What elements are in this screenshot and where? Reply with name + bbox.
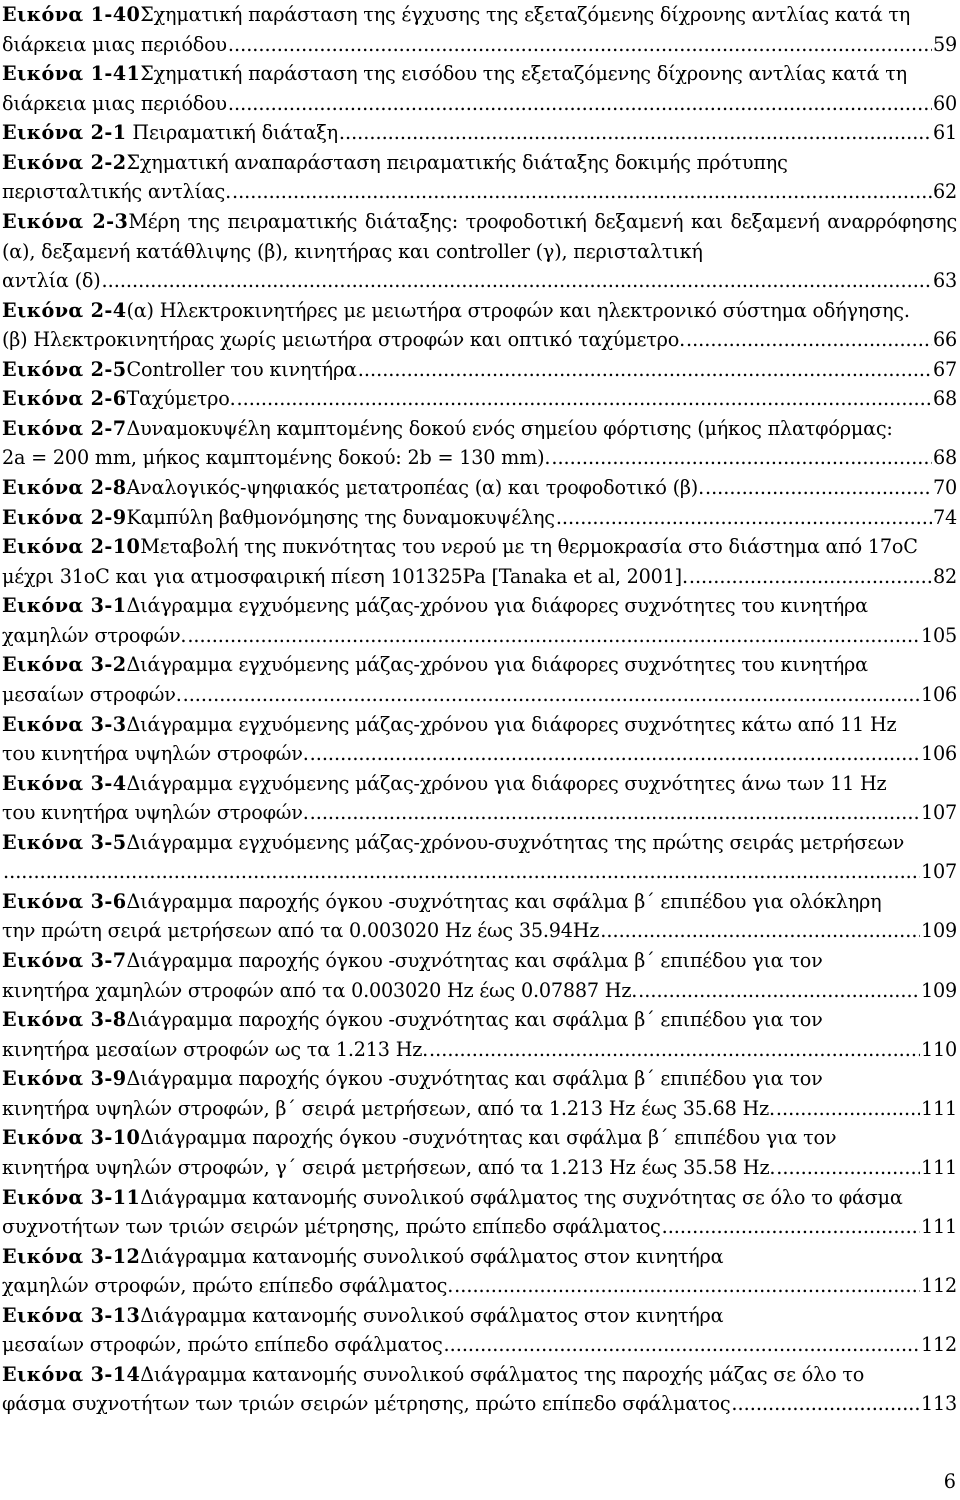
figure-page-number: 82 (932, 564, 957, 588)
figure-caption: Διάγραμμα κατανομής συνολικού σφάλματος στον κινητήρα (140, 1244, 724, 1268)
figure-label: Εικόνα 3-1 (2, 594, 127, 618)
figure-label: Εικόνα 1-41 (2, 62, 141, 86)
figure-caption-end: Καμπύλη βαθμονόμησης της δυναμοκυψέλης (126, 505, 555, 529)
figure-label: Εικόνα 2-4 (2, 298, 127, 322)
toc-entry[interactable] (2, 503, 957, 533)
figure-page-number: 105 (920, 623, 957, 647)
figure-label: Εικόνα 2-5 (2, 357, 127, 381)
dot-leader (600, 916, 920, 946)
toc-entry-text (2, 650, 957, 680)
figure-caption-end: μεσαίων στροφών. (2, 682, 182, 706)
toc-entry-lastline (2, 976, 957, 1006)
figure-page-number: 66 (932, 328, 957, 352)
figure-page-number: 67 (932, 357, 957, 381)
list-of-figures (2, 0, 957, 1419)
dot-leader (358, 355, 932, 385)
figure-caption: (α) Ηλεκτροκινητήρες με μειωτήρα στροφών και ηλεκτρονικό σύστημα οδήγησης. (126, 298, 910, 322)
toc-entry-text (2, 1301, 957, 1331)
figure-page-number: 106 (920, 742, 957, 766)
figure-page-number: 68 (932, 446, 957, 470)
toc-entry-lastline (2, 266, 957, 296)
toc-entry-lastline (2, 30, 957, 60)
toc-entry[interactable] (2, 296, 957, 355)
toc-entry[interactable] (2, 384, 957, 414)
figure-label: Εικόνα 3-8 (2, 1008, 127, 1032)
toc-entry[interactable] (2, 532, 957, 591)
figure-page-number: 62 (932, 180, 957, 204)
figure-caption: Διάγραμμα κατανομής συνολικού σφάλματος στον κινητήρα (140, 1303, 724, 1327)
figure-caption: Διάγραμμα εγχυόμενης μάζας-χρόνου για διάφορες συχνότητες του κινητήρα (126, 653, 868, 677)
toc-entry-lastline (2, 798, 957, 828)
figure-caption: Σχηματική αναπαράσταση πειραματικής διάταξης δοκιμής πρότυπης (126, 150, 788, 174)
dot-leader (705, 473, 932, 503)
figure-label: Εικόνα 2-3 (2, 209, 129, 233)
toc-entry-lastline (2, 1389, 957, 1419)
toc-entry-lastline (2, 621, 957, 651)
toc-entry-lastline (2, 473, 957, 503)
figure-caption: Μέρη της πειραματικής διάταξης: τροφοδοτική δεξαμενή και δεξαμενή αναρρόφησης (α), δεξαμενή κατάθλιψης (β), κινητήρας και controller (γ), περισταλτική (2, 209, 957, 263)
figure-caption-end: χαμηλών στροφών, πρώτο επίπεδο σφάλματος. (2, 1274, 454, 1298)
figure-label: Εικόνα 2-10 (2, 535, 141, 559)
toc-entry[interactable] (2, 769, 957, 828)
toc-entry[interactable] (2, 1064, 957, 1123)
figure-page-number: 106 (920, 682, 957, 706)
figure-caption-end: χαμηλών στροφών. (2, 623, 187, 647)
dot-leader (551, 443, 932, 473)
dot-leader (731, 1389, 920, 1419)
figure-page-number: 113 (920, 1392, 957, 1416)
figure-caption: Διάγραμμα παροχής όγκου -συχνότητας και σφάλμα β΄ επιπέδου για τον (140, 1126, 837, 1150)
toc-entry-lastline (2, 177, 957, 207)
toc-entry[interactable] (2, 414, 957, 473)
toc-entry[interactable] (2, 1360, 957, 1419)
toc-entry-lastline (2, 1153, 957, 1183)
figure-label: Εικόνα 2-9 (2, 505, 127, 529)
figure-page-number: 107 (920, 860, 957, 884)
toc-entry-text (2, 591, 957, 621)
toc-entry-lastline (2, 443, 957, 473)
figure-page-number: 112 (920, 1333, 957, 1357)
toc-entry[interactable] (2, 1183, 957, 1242)
toc-entry-lastline (2, 1212, 957, 1242)
toc-entry[interactable] (2, 1123, 957, 1182)
toc-entry-lastline (2, 680, 957, 710)
dot-leader (339, 118, 932, 148)
toc-entry[interactable] (2, 1301, 957, 1360)
figure-caption: Διάγραμμα παροχής όγκου -συχνότητας και σφάλμα β΄ επιπέδου για τον (126, 1008, 823, 1032)
toc-entry-text (2, 0, 957, 30)
toc-entry[interactable] (2, 473, 957, 503)
figure-page-number: 68 (932, 387, 957, 411)
dot-leader (310, 739, 920, 769)
toc-entry-lastline (2, 325, 957, 355)
figure-caption-end: κινητήρα υψηλών στροφών, β΄ σειρά μετρήσεων, από τα 1.213 Hz έως 35.68 Hz. (2, 1096, 775, 1120)
dot-leader (454, 1271, 920, 1301)
toc-entry-text (2, 710, 957, 740)
dot-leader (638, 976, 920, 1006)
dot-leader (310, 798, 920, 828)
toc-entry[interactable] (2, 0, 957, 59)
toc-entry-text (2, 946, 957, 976)
toc-entry-text (2, 59, 957, 89)
dot-leader (183, 680, 920, 710)
toc-entry-lastline (2, 1271, 957, 1301)
figure-label: Εικόνα 2-8 (2, 476, 127, 499)
figure-caption: Διάγραμμα εγχυόμενης μάζας-χρόνου για διάφορες συχνότητες κάτω από 11 Hz (126, 712, 897, 736)
figure-caption-end: διάρκεια μιας περιόδου (2, 91, 227, 115)
toc-entry[interactable] (2, 1242, 957, 1301)
toc-entry-text (2, 1005, 957, 1035)
figure-caption-end: αντλία (δ) (2, 269, 101, 293)
toc-entry-text (2, 1183, 957, 1213)
dot-leader (686, 325, 932, 355)
dot-leader (237, 384, 932, 414)
toc-entry-lastline (2, 1094, 957, 1124)
figure-page-number: 74 (932, 505, 957, 529)
figure-page-number: 109 (920, 978, 957, 1002)
figure-caption: Διάγραμμα εγχυόμενης μάζας-χρόνου για διάφορες συχνότητες άνω των 11 Hz (126, 771, 887, 795)
toc-entry-lastline (2, 739, 957, 769)
toc-entry[interactable] (2, 355, 957, 385)
figure-label: Εικόνα 3-12 (2, 1244, 141, 1268)
toc-entry-text (2, 532, 957, 562)
figure-caption-end: (β) Ηλεκτροκινητήρας χωρίς μειωτήρα στροφών και οπτικό ταχύμετρο. (2, 328, 685, 352)
toc-entry-lastline (2, 503, 957, 533)
dot-leader (228, 30, 932, 60)
figure-page-number: 110 (920, 1037, 957, 1061)
toc-entry-text (2, 1123, 957, 1153)
toc-entry-lastline (2, 89, 957, 119)
figure-caption-end: Πειραματική διάταξη (126, 121, 338, 145)
figure-page-number: 63 (932, 269, 957, 293)
figure-label: Εικόνα 3-7 (2, 949, 127, 972)
toc-entry-lastline (2, 562, 957, 592)
figure-caption-end: 2a = 200 mm, μήκος καμπτομένης δοκού: 2b = 130 mm). (2, 446, 551, 470)
figure-caption: Διάγραμμα παροχής όγκου -συχνότητας και σφάλμα β΄ επιπέδου για τον (126, 1067, 823, 1091)
toc-entry-lastline (2, 384, 957, 414)
figure-caption: Διάγραμμα παροχής όγκου -συχνότητας και σφάλμα β΄ επιπέδου για τον (126, 949, 823, 972)
figure-caption-end: κινητήρα μεσαίων στροφών ως τα 1.213 Hz. (2, 1037, 429, 1061)
figure-caption-end: μεσαίων στροφών, πρώτο επίπεδο σφάλματος (2, 1333, 443, 1357)
page-number: 6 (943, 1470, 956, 1493)
toc-entry-text (2, 414, 957, 444)
toc-entry-text (2, 1242, 957, 1272)
figure-caption-end: μέχρι 31oC και για ατμοσφαιρική πίεση 101325Pa [Tanaka et al, 2001]. (2, 564, 688, 588)
figure-caption: Διάγραμμα κατανομής συνολικού σφάλματος της συχνότητας σε όλο το φάσμα (140, 1185, 903, 1209)
toc-entry[interactable] (2, 710, 957, 769)
toc-entry-lastline (2, 1330, 957, 1360)
figure-label: Εικόνα 2-7 (2, 416, 127, 440)
toc-entry[interactable] (2, 946, 957, 1005)
figure-caption-end: φάσμα συχνοτήτων των τριών σειρών μέτρησης, πρώτο επίπεδο σφάλματος (2, 1392, 731, 1416)
toc-entry-text (2, 296, 957, 326)
figure-label: Εικόνα 3-9 (2, 1067, 127, 1091)
toc-entry-lastline (2, 355, 957, 385)
figure-caption-end: του κινητήρα υψηλών στροφών. (2, 801, 309, 825)
figure-caption-end: Ταχύμετρο. (126, 387, 236, 411)
dot-leader (776, 1094, 920, 1124)
figure-caption-end: συχνοτήτων των τριών σειρών μέτρησης, πρώτο επίπεδο σφάλματος (2, 1215, 661, 1239)
toc-entry-text (2, 1064, 957, 1094)
dot-leader (228, 89, 932, 119)
figure-label: Εικόνα 3-2 (2, 653, 127, 677)
toc-entry[interactable] (2, 1005, 957, 1064)
dot-leader (776, 1153, 920, 1183)
figure-label: Εικόνα 3-6 (2, 889, 127, 913)
figure-label: Εικόνα 2-2 (2, 150, 127, 174)
toc-entry-text (2, 828, 957, 858)
figure-page-number: 70 (932, 476, 957, 499)
dot-leader (444, 1330, 920, 1360)
figure-label: Εικόνα 3-11 (2, 1185, 141, 1209)
figure-caption-end: διάρκεια μιας περιόδου (2, 32, 227, 56)
figure-caption: Σχηματική παράσταση της εισόδου της εξεταζόμενης δίχρονης αντλίας κατά τη (140, 62, 907, 86)
toc-entry-text (2, 1360, 957, 1390)
figure-caption-end: την πρώτη σειρά μετρήσεων από τα 0.003020 Hz έως 35.94Hz (2, 919, 600, 943)
toc-entry[interactable] (2, 207, 957, 296)
figure-caption: Διάγραμμα εγχυόμενης μάζας-χρόνου για διάφορες συχνότητες του κινητήρα (126, 594, 868, 618)
figure-page-number: 112 (920, 1274, 957, 1298)
toc-entry-lastline (2, 1035, 957, 1065)
figure-page-number: 59 (932, 32, 957, 56)
figure-page-number: 111 (920, 1155, 957, 1179)
figure-label: Εικόνα 3-4 (2, 771, 127, 795)
figure-caption-end: Controller του κινητήρα (126, 357, 357, 381)
figure-label: Εικόνα 3-10 (2, 1126, 141, 1150)
toc-entry-lastline (2, 916, 957, 946)
figure-page-number: 60 (932, 91, 957, 115)
dot-leader (429, 1035, 920, 1065)
toc-entry[interactable] (2, 148, 957, 207)
toc-entry[interactable] (2, 887, 957, 946)
toc-entry[interactable] (2, 118, 957, 148)
toc-entry[interactable] (2, 591, 957, 650)
figure-caption: Μεταβολή της πυκνότητας του νερού με τη θερμοκρασία στο διάστημα από 17oC (140, 535, 918, 559)
figure-label: Εικόνα 3-3 (2, 712, 127, 736)
figure-caption: Διάγραμμα εγχυόμενης μάζας-χρόνου-συχνότητας της πρώτης σειράς μετρήσεων (126, 830, 905, 854)
figure-caption-end: περισταλτικής αντλίας. (2, 180, 231, 204)
figure-label: Εικόνα 3-13 (2, 1303, 141, 1327)
dot-leader (232, 177, 932, 207)
toc-entry[interactable] (2, 828, 957, 887)
dot-leader (689, 562, 932, 592)
figure-page-number: 61 (932, 121, 957, 145)
figure-caption-end: κινητήρα χαμηλών στροφών από τα 0.003020 Hz έως 0.07887 Hz. (2, 978, 638, 1002)
toc-entry-text (2, 769, 957, 799)
figure-label: Εικόνα 2-6 (2, 387, 127, 411)
toc-entry-lastline (2, 857, 957, 887)
dot-leader (187, 621, 920, 651)
toc-entry-lastline (2, 118, 957, 148)
figure-page-number: 111 (920, 1215, 957, 1239)
figure-page-number: 107 (920, 801, 957, 825)
figure-label: Εικόνα 3-14 (2, 1362, 141, 1386)
figure-caption-end: Αναλογικός-ψηφιακός μετατροπέας (α) και τροφοδοτικό (β). (126, 476, 704, 499)
toc-entry-text (2, 887, 957, 917)
toc-entry[interactable] (2, 650, 957, 709)
figure-label: Εικόνα 1-40 (2, 3, 141, 26)
figure-caption-end: του κινητήρα υψηλών στροφών. (2, 742, 309, 766)
figure-page-number: 109 (920, 919, 957, 943)
figure-label: Εικόνα 3-5 (2, 830, 127, 854)
figure-caption-end: κινητήρα υψηλών στροφών, γ΄ σειρά μετρήσεων, από τα 1.213 Hz έως 35.58 Hz. (2, 1155, 776, 1179)
dot-leader (662, 1212, 920, 1242)
figure-label: Εικόνα 2-1 (2, 121, 127, 145)
dot-leader (3, 857, 920, 887)
dot-leader (556, 503, 932, 533)
toc-entry-text (2, 148, 957, 178)
figure-caption: Σχηματική παράσταση της έγχυσης της εξεταζόμενης δίχρονης αντλίας κατά τη (140, 3, 911, 26)
toc-entry-text (2, 207, 957, 266)
toc-entry[interactable] (2, 59, 957, 118)
figure-caption: Δυναμοκυψέλη καμπτομένης δοκού ενός σημείου φόρτισης (μήκος πλατφόρμας: (126, 416, 893, 440)
figure-page-number: 111 (920, 1096, 957, 1120)
figure-caption: Διάγραμμα κατανομής συνολικού σφάλματος της παροχής μάζας σε όλο το (140, 1362, 865, 1386)
dot-leader (102, 266, 932, 296)
figure-caption: Διάγραμμα παροχής όγκου -συχνότητας και σφάλμα β΄ επιπέδου για ολόκληρη (126, 889, 882, 913)
